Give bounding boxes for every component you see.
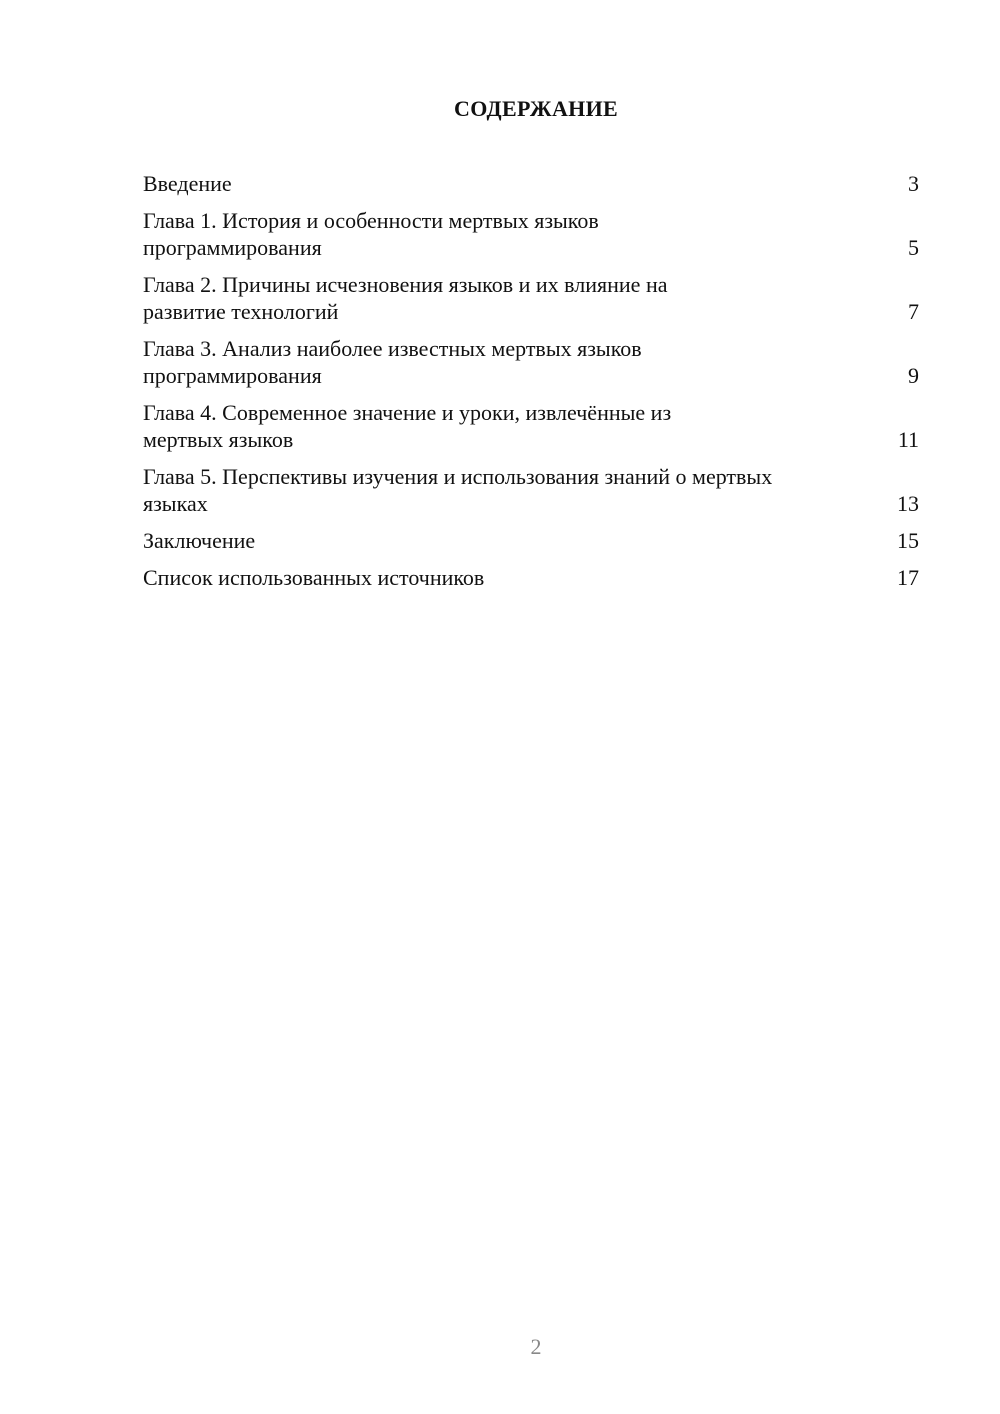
toc-entry-chapter-3[interactable]	[143, 335, 919, 389]
toc-entry-chapter-2[interactable]	[143, 271, 919, 325]
toc-entry-page: 5	[908, 235, 919, 260]
toc-entry-label: Глава 5. Перспективы изучения и использования знаний о мертвых языках	[143, 464, 773, 516]
toc-entry-page: 13	[897, 491, 919, 516]
toc-entry-label: Глава 2. Причины исчезновения языков и их влияние на развитие технологий	[143, 272, 668, 324]
toc-entry-page: 9	[908, 363, 919, 388]
toc-entry-conclusion[interactable]	[143, 527, 919, 554]
toc-entry-chapter-5[interactable]	[143, 463, 919, 517]
toc-entry-label: Заключение	[143, 528, 256, 553]
toc-entry-references[interactable]	[143, 564, 919, 591]
toc-entry-page: 17	[897, 565, 919, 590]
toc-entry-chapter-4[interactable]	[143, 399, 919, 453]
toc-entry-label: Список использованных источников	[143, 565, 485, 590]
toc-entry-label: Глава 1. История и особенности мертвых языков программирования	[143, 208, 599, 260]
toc-entry-page: 11	[897, 427, 919, 452]
toc-entry-label: Введение	[143, 171, 232, 196]
toc-entry-chapter-1[interactable]	[143, 207, 919, 261]
toc-entry-label: Глава 4. Современное значение и уроки, извлечённые из мертвых языков	[143, 400, 672, 452]
toc-entry-label: Глава 3. Анализ наиболее известных мертвых языков программирования	[143, 336, 642, 388]
toc-title: СОДЕРЖАНИЕ	[454, 96, 618, 121]
toc-entry-page: 15	[897, 528, 919, 553]
page-number: 2	[530, 1334, 542, 1359]
toc-entry-introduction[interactable]	[143, 170, 919, 197]
toc-entry-page: 3	[908, 171, 919, 196]
toc-list	[143, 170, 919, 601]
toc-entry-page: 7	[908, 299, 919, 324]
